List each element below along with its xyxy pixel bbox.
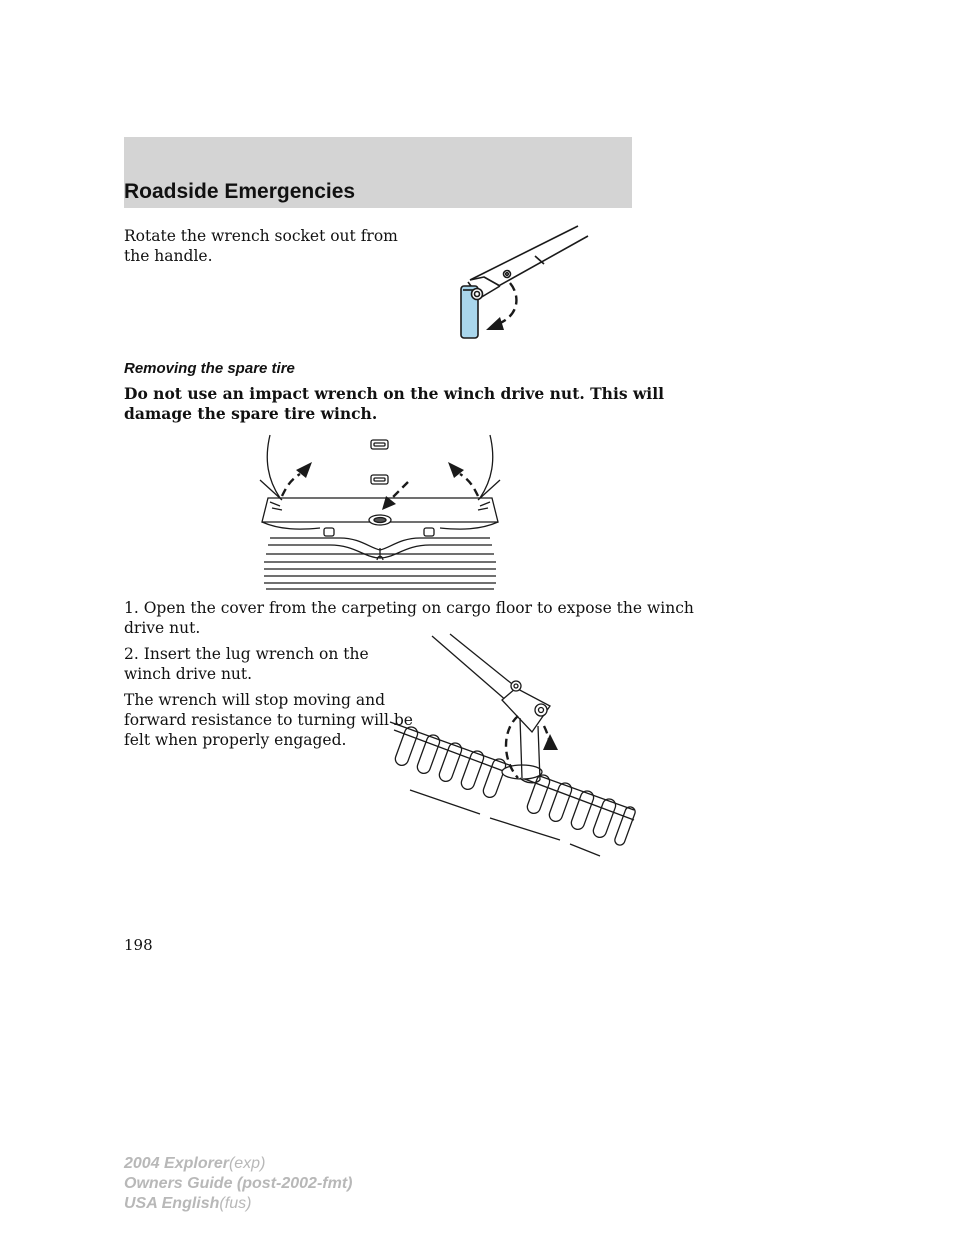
text-line: damage the spare tire winch. xyxy=(124,404,378,423)
footer-language-code: (fus) xyxy=(219,1195,252,1212)
footer-document-info xyxy=(124,1154,352,1214)
text-line: 2. Insert the lug wrench on the xyxy=(124,645,369,663)
removing-spare-tire-heading: Removing the spare tire xyxy=(124,360,295,377)
text-line: Do not use an impact wrench on the winch drive nut. This will xyxy=(124,384,664,403)
footer-line-3 xyxy=(124,1194,352,1214)
page-number: 198 xyxy=(124,936,153,954)
text-line: forward resistance to turning will be xyxy=(124,711,413,729)
impact-wrench-warning xyxy=(124,384,664,424)
text-line: the handle. xyxy=(124,247,213,265)
text-line: winch drive nut. xyxy=(124,665,253,683)
rotate-socket-text xyxy=(124,226,398,266)
footer-model-code: (exp) xyxy=(228,1155,266,1172)
text-line: felt when properly engaged. xyxy=(124,731,347,749)
text-line: 1. Open the cover from the carpeting on cargo floor to expose the winch xyxy=(124,599,694,617)
footer-line-2 xyxy=(124,1174,352,1194)
footer-line-1 xyxy=(124,1154,352,1174)
text-line: drive nut. xyxy=(124,619,201,637)
footer-guide-format: Owners Guide (post-2002-fmt) xyxy=(124,1175,353,1192)
footer-language: USA English xyxy=(124,1195,220,1212)
wrench-engaged-text xyxy=(124,690,413,750)
cargo-floor-illustration xyxy=(260,430,500,590)
step-2-text xyxy=(124,644,369,684)
section-title: Roadside Emergencies xyxy=(124,180,356,203)
footer-model: 2004 Explorer xyxy=(124,1155,229,1172)
wrench-socket-illustration xyxy=(440,220,610,345)
text-line: The wrench will stop moving and xyxy=(124,691,385,709)
lug-wrench-illustration xyxy=(390,630,634,865)
text-line: Rotate the wrench socket out from xyxy=(124,227,398,245)
